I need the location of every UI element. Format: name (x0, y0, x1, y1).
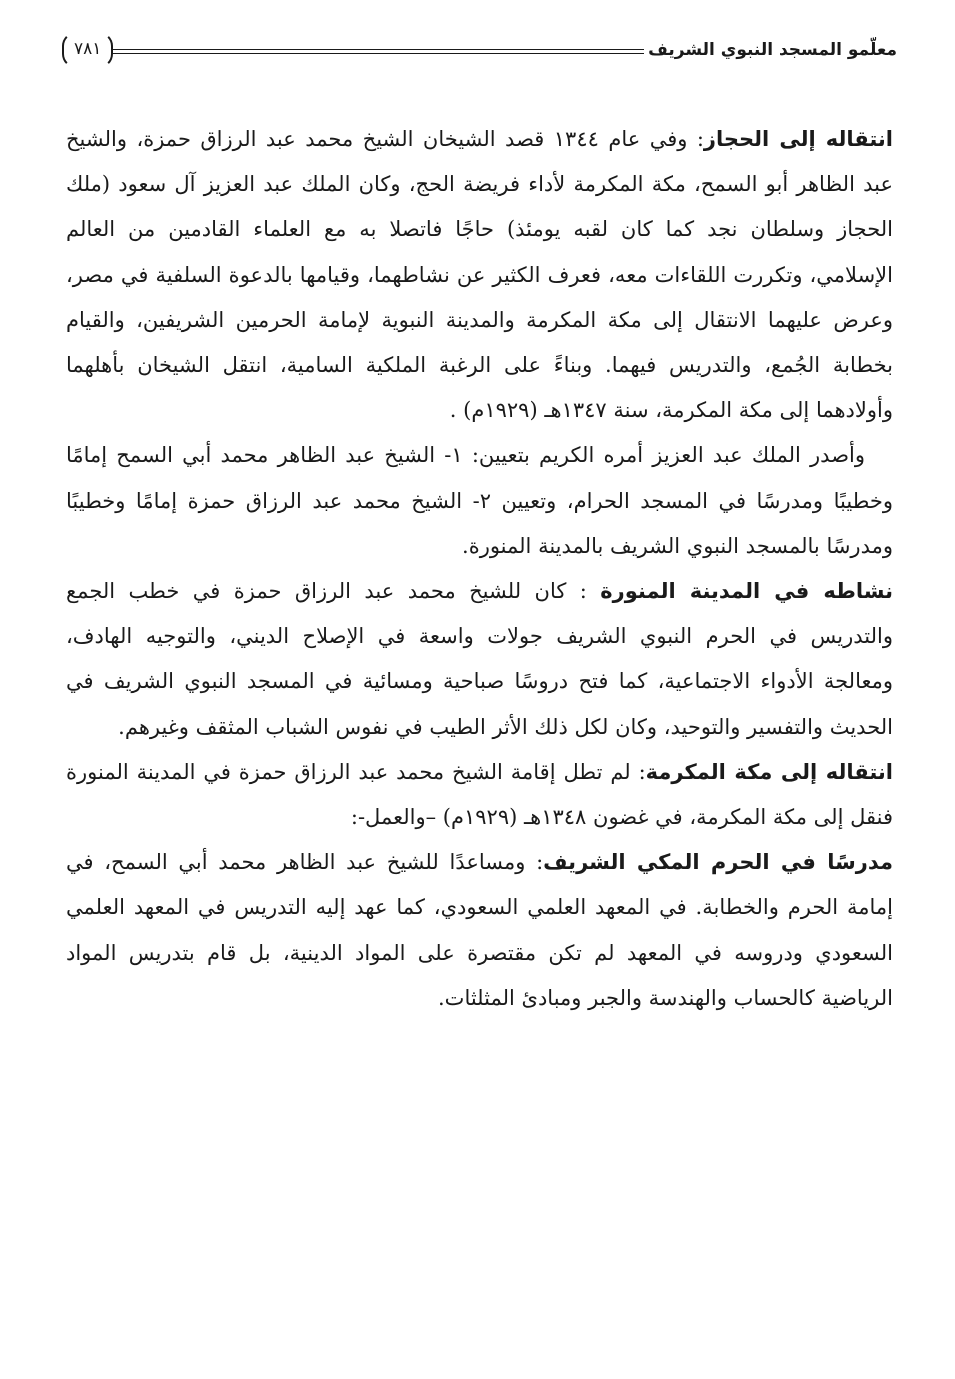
paragraph-activity-medina (66, 569, 893, 750)
paragraph-text: : لم تطل إقامة الشيخ محمد عبد الرزاق حمزة في المدينة المنورة فنقل إلى مكة المكرمة، في غضون ١٣٤٨هـ (١٩٢٩م) –والعمل-: (66, 759, 893, 830)
paragraph-heading: انتقاله إلى مكة المكرمة (645, 759, 893, 784)
header-title: معلّمو المسجد النبوي الشريف (648, 40, 897, 60)
header-rule (113, 49, 644, 54)
paragraph-heading: مدرسًا في الحرم المكي الشريف (543, 850, 893, 875)
body-text (66, 117, 893, 1021)
paragraph-text: : كان للشيخ محمد عبد الرزاق حمزة في خطب الجمع والتدريس في الحرم النبوي الشريف جولات واسعة في الإصلاح الديني، والتوجيه الهادف، ومعالجة الأدواء الاجتماعية، كما فتح دروسًا صباحية ومسائية في المسجد النبوي الشريف في الحديث والتفسير والتوحيد، وكان لكل ذلك الأثر الطيب في نفوس الشباب المثقف وغيرهم. (66, 579, 893, 739)
paragraph-text: : ومساعدًا للشيخ عبد الظاهر محمد أبي السمح، في إمامة الحرم والخطابة. في المعهد العلمي السعودي، كما عهد إليه التدريس في المعهد العلمي السعودي ودروسه في المعهد لم تكن مقتصرة على المواد الدينية، بل قام بتدريس المواد الرياضية كالحساب والهندسة والجبر ومبادئ المثلثات. (66, 850, 893, 1010)
paragraph-teacher-mecca (66, 840, 893, 1021)
paragraph-move-to-mecca (66, 750, 893, 840)
paragraph-move-to-hijaz (66, 117, 893, 433)
paragraph-heading: انتقاله إلى الحجاز (703, 127, 894, 151)
paragraph-text: : وفي عام ١٣٤٤ قصد الشيخان الشيخ محمد عبد الرزاق حمزة، والشيخ عبد الظاهر أبو السمح، مكة المكرمة لأداء فريضة الحج، وكان الملك عبد العزيز آل سعود (ملك الحجاز وسلطان نجد كما كان لقبه يومئذ) حاجًا فاتصلا به مع العلماء القادمين من العالم الإسلامي، وتكررت اللقاءات معه، فعرف الكثير عن نشاطهما، وقيامها بالدعوة السلفية في مصر، وعرض عليهما الانتقال إلى مكة المكرمة والمدينة النبوية لإمامة الحرمين الشريفين، والقيام بخطابة الجُمع، والتدريس فيهما. وبناءً على الرغبة الملكية السامية، انتقل الشيخان بأهلهما وأولادهما إلى مكة المكرمة، سنة ١٣٤٧هـ (١٩٢٩م) . (66, 127, 893, 423)
paragraph-heading: نشاطه في المدينة المنورة (600, 579, 893, 604)
running-header (62, 30, 897, 70)
page-number: ٧٨١ (62, 32, 113, 68)
paragraph-text: وأصدر الملك عبد العزيز أمره الكريم بتعيين: ١- الشيخ عبد الظاهر محمد أبي السمح إمامًا وخطيبًا ومدرسًا في المسجد الحرام، وتعيين ٢- الشيخ محمد عبد الرزاق حمزة إمامًا وخطيبًا ومدرسًا بالمسجد النبوي الشريف بالمدينة المنورة. (66, 443, 894, 558)
paragraph-royal-decree (66, 433, 893, 569)
